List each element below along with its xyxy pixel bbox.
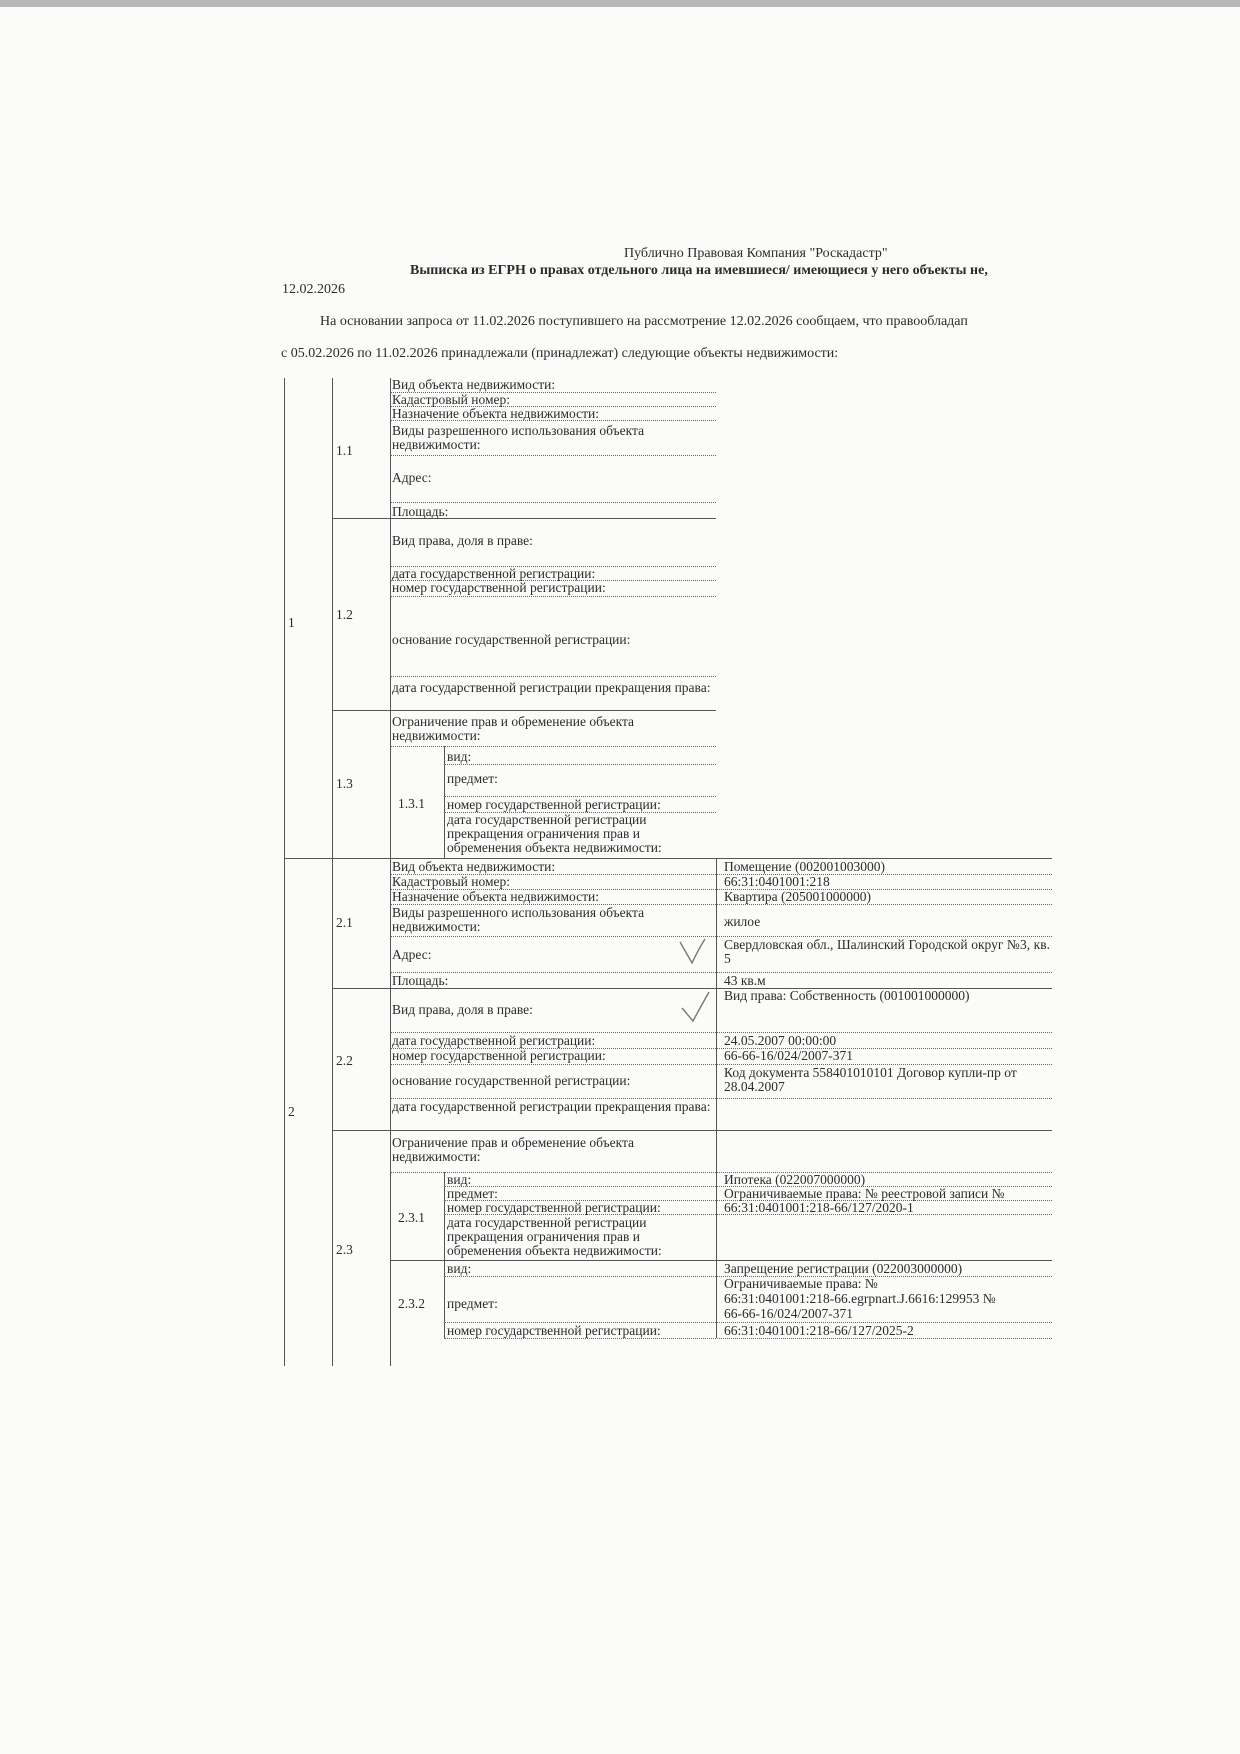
field-label: номер государственной регистрации: <box>447 1201 661 1215</box>
section-number: 1.2 <box>336 607 353 622</box>
encumbrance-subject-value: 66:31:0401001:218-66.egrpnart.J.6616:129953 № <box>724 1292 996 1306</box>
field-label: Площадь: <box>392 974 449 988</box>
checkmark-icon <box>678 936 708 968</box>
intro-line-2: с 05.02.2026 по 11.02.2026 принадлежали (принадлежат) следующие объекты недвижимости: <box>281 346 839 361</box>
field-label: номер государственной регистрации: <box>392 581 606 595</box>
row-separator <box>284 858 1052 859</box>
field-label: дата государственной регистрации прекращения ограничения прав и обременения объекта недвижимости: <box>447 1216 662 1258</box>
organization-name: Публично Правовая Компания "Роскадастр" <box>624 246 888 261</box>
row-separator <box>332 710 716 711</box>
field-label: номер государственной регистрации: <box>392 1049 606 1063</box>
field-label: предмет: <box>447 1187 498 1201</box>
field-label: Ограничение прав и обременение объекта недвижимости: <box>392 715 635 743</box>
table-column-divider <box>390 378 391 1366</box>
field-label: предмет: <box>447 1297 498 1311</box>
reg-date-value: 24.05.2007 00:00:00 <box>724 1034 837 1048</box>
encumbrance-number-value: 66:31:0401001:218-66/127/2020-1 <box>724 1201 914 1215</box>
field-label: Площадь: <box>392 505 449 519</box>
field-label: дата государственной регистрации прекращения права: <box>392 1100 711 1114</box>
reg-number-value: 66-66-16/024/2007-371 <box>724 1049 853 1063</box>
section-number: 1.1 <box>336 443 353 458</box>
field-label: Кадастровый номер: <box>392 393 511 407</box>
field-label: номер государственной регистрации: <box>447 1324 661 1338</box>
field-label: дата государственной регистрации прекращения ограничения прав и обременения объекта недвижимости: <box>447 813 662 855</box>
field-label: Вид объекта недвижимости: <box>392 860 556 874</box>
field-label: Назначение объекта недвижимости: <box>392 407 599 421</box>
field-label: основание государственной регистрации: <box>392 633 631 647</box>
object-number: 2 <box>288 1104 295 1119</box>
field-label: Виды разрешенного использования объекта недвижимости: <box>392 424 645 452</box>
section-number: 1.3 <box>336 776 353 791</box>
encumbrance-kind-value: Запрещение регистрации (022003000000) <box>724 1262 963 1276</box>
permitted-use-value: жилое <box>724 915 761 929</box>
reg-basis-value: Код документа 558401010101 Договор купли-пр от 28.04.2007 <box>724 1066 1017 1094</box>
field-label: номер государственной регистрации: <box>447 798 661 812</box>
field-label: вид: <box>447 1262 472 1276</box>
field-label: Адрес: <box>392 471 432 485</box>
cadastral-number-value: 66:31:0401001:218 <box>724 875 830 889</box>
field-label: вид: <box>447 750 472 764</box>
encumbrance-subject-value: 66-66-16/024/2007-371 <box>724 1307 853 1321</box>
checkmark-icon <box>680 990 712 1026</box>
right-kind-value: Вид права: Собственность (001001000000) <box>724 989 970 1003</box>
field-label: основание государственной регистрации: <box>392 1074 631 1088</box>
field-label: Вид объекта недвижимости: <box>392 378 556 392</box>
section-number: 2.2 <box>336 1053 353 1068</box>
scan-edge <box>0 0 1240 7</box>
row-separator <box>332 1130 1052 1131</box>
field-label: Кадастровый номер: <box>392 875 511 889</box>
encumbrance-subject-value: Ограничиваемые права: № <box>724 1277 878 1291</box>
document-title: Выписка из ЕГРН о правах отдельного лица на имевшиеся/ имеющиеся у него объекты не, <box>410 263 988 278</box>
area-value: 43 кв.м <box>724 974 766 988</box>
field-label: вид: <box>447 1173 472 1187</box>
intro-line-1: На основании запроса от 11.02.2026 поступившего на рассмотрение 12.02.2026 сообщаем, что правообладап <box>320 314 968 329</box>
section-number: 2.1 <box>336 915 353 930</box>
encumbrance-subject-value: Ограничиваемые права: № реестровой записи № <box>724 1187 1005 1201</box>
subsection-number: 2.3.2 <box>398 1296 425 1311</box>
field-label: дата государственной регистрации: <box>392 1034 596 1048</box>
field-label: Ограничение прав и обременение объекта недвижимости: <box>392 1136 635 1164</box>
table-left-border <box>284 378 285 1366</box>
field-label: дата государственной регистрации прекращения права: <box>392 681 711 695</box>
document-date: 12.02.2026 <box>282 282 345 297</box>
purpose-value: Квартира (205001000000) <box>724 890 871 904</box>
subsection-number: 1.3.1 <box>398 796 425 811</box>
field-label: Адрес: <box>392 948 432 962</box>
field-label: Назначение объекта недвижимости: <box>392 890 599 904</box>
row-separator <box>390 1260 1052 1261</box>
table-column-divider <box>444 1172 445 1338</box>
redacted-values <box>716 372 1056 858</box>
section-number: 2.3 <box>336 1242 353 1257</box>
object-type-value: Помещение (002001003000) <box>724 860 885 874</box>
object-number: 1 <box>288 615 295 630</box>
field-label: дата государственной регистрации: <box>392 567 596 581</box>
field-label: Вид права, доля в праве: <box>392 1003 533 1017</box>
subsection-number: 2.3.1 <box>398 1210 425 1225</box>
table-column-divider <box>444 746 445 858</box>
table-column-divider <box>332 378 333 1366</box>
field-label: Вид права, доля в праве: <box>392 534 533 548</box>
address-value: Свердловская обл., Шалинский Городской округ №3, кв. 5 <box>724 938 1050 966</box>
encumbrance-kind-value: Ипотека (022007000000) <box>724 1173 866 1187</box>
field-label: предмет: <box>447 772 498 786</box>
field-label: Виды разрешенного использования объекта недвижимости: <box>392 906 645 934</box>
encumbrance-number-value: 66:31:0401001:218-66/127/2025-2 <box>724 1324 914 1338</box>
